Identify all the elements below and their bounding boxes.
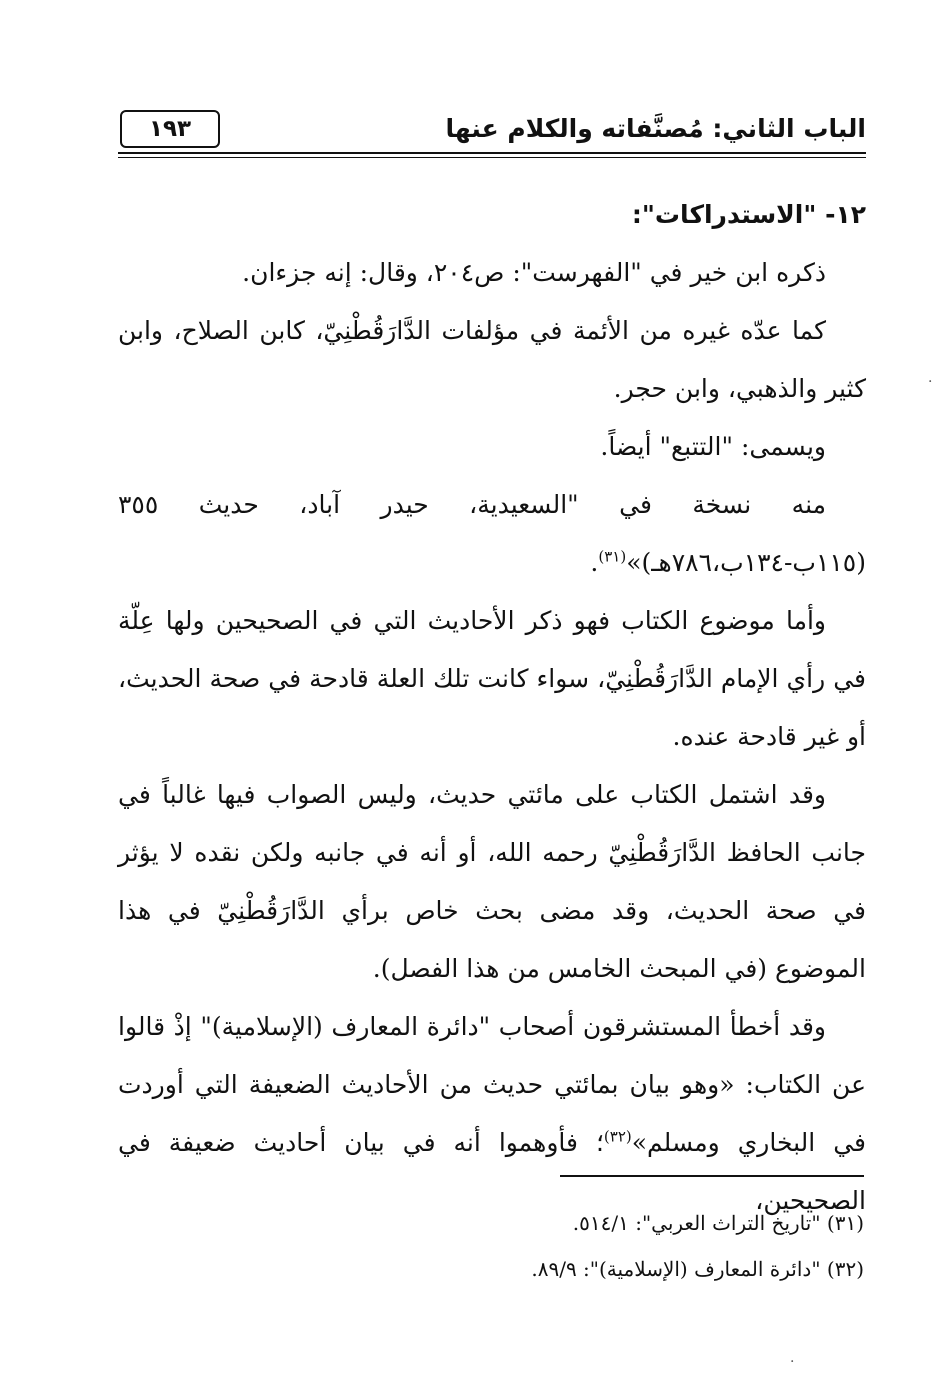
paragraph: ذكره ابن خير في "الفهرست": ص٢٠٤، وقال: إنه جزءان. (242, 258, 826, 287)
footnote-ref: (٣١) (598, 547, 627, 566)
paragraph-manuscript (118, 476, 866, 592)
page-header (118, 108, 866, 152)
paragraph-text: وقد أخطأ المستشرقون أصحاب "دائرة المعارف (الإسلامية)" إذْ قالوا عن الكتاب: «وهو بيان بمائتي حديث من الأحاديث الضعيفة التي أوردت في البخاري ومسلم» (118, 1012, 866, 1157)
paragraph: كما عدّه غيره من الأئمة في مؤلفات الدَّارَقُطْنِيّ، كابن الصلاح، وابن كثير والذهبي، وابن حجر. (118, 316, 866, 403)
footnote: (٣١) "تاريخ التراث العربي": ٥١٤/١. (572, 1211, 864, 1235)
paragraph-text: منه نسخة في "السعيدية، حيدر آباد، حديث ٣٥٥ (١١٥ب-١٣٤ب،٧٨٦هـ)» (118, 490, 866, 577)
header-rule-thin (118, 157, 866, 158)
footnote-separator (560, 1175, 864, 1177)
scan-speck: · (790, 1354, 795, 1370)
footnote: (٣٢) "دائرة المعارف (الإسلامية)": ٨٩/٩. (531, 1257, 864, 1281)
scan-speck: · (928, 374, 933, 390)
paragraph-tail: ؛ فأوهموا أنه في بيان أحاديث ضعيفة في الصحيحين، (118, 1128, 866, 1215)
main-text (118, 186, 866, 1230)
paragraph: ويسمى: "التتبع" أيضاً. (600, 432, 826, 461)
page-number: ١٩٣ (120, 110, 220, 148)
paragraph-quote (118, 998, 866, 1230)
paragraph-end: . (590, 548, 599, 577)
footnote-ref: (٣٢) (603, 1127, 632, 1146)
paragraph: وأما موضوع الكتاب فهو ذكر الأحاديث التي في الصحيحين ولها عِلّة في رأي الإمام الدَّارَقُطْنِيّ، سواء كانت تلك العلة قادحة في صحة الحديث، أو غير قادحة عنده. (118, 606, 866, 751)
paragraph: وقد اشتمل الكتاب على مائتي حديث، وليس الصواب فيها غالباً في جانب الحافظ الدَّارَقُطْنِيّ رحمه الله، أو أنه في جانبه ولكن نقده لا يؤثر في صحة الحديث، وقد مضى بحث خاص برأي الدَّارَقُطْنِيّ في هذا الموضوع (في المبحث الخامس من هذا الفصل). (118, 780, 866, 983)
header-rule (118, 152, 866, 154)
chapter-title: الباب الثاني: مُصنَّفاته والكلام عنها (445, 114, 866, 143)
section-heading: ١٢- "الاستدراكات": (631, 200, 866, 229)
footnotes (118, 1200, 864, 1292)
